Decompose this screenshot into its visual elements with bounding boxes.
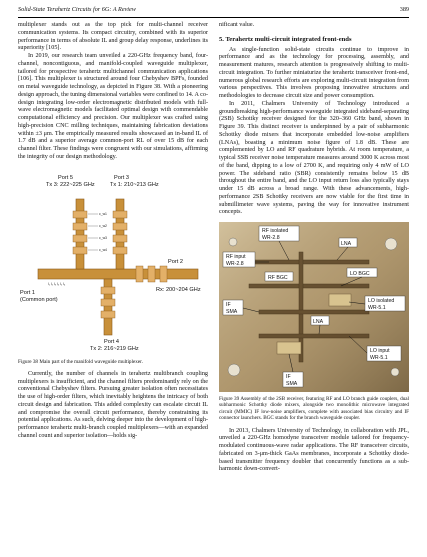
multiplexer-diagram [18, 165, 208, 355]
svg-text:c_w3: c_w3 [99, 235, 107, 240]
branch-port-5 [76, 199, 84, 269]
left-paragraph-1: multiplexer stands out as the top pick for multi-channel receiver communication systems. Its compact circuitry, combined with its superior performance in terms of absolute IL and group delay response, underlines its superiority [105]. [18, 22, 208, 52]
svg-text:c_w2: c_w2 [99, 223, 107, 228]
figure-39-caption: Figure 39 Assembly of the 2SB receiver, featuring RF and LO branch guide couplers, dual subharmonic Schottky diode mixers, alongside two monolithic microwave integrated circuit (MMIC) IF low-noise amplifiers, complete with associated bias circuitry and IF connector launchers. BGC stands for the branch waveguide coupler. [219, 396, 409, 422]
lo-input-wr: WR-5.1 [370, 355, 388, 361]
branch-port-3 [116, 199, 124, 269]
if-sma-right-label: IF [286, 374, 291, 380]
port1-label: Port 1 [20, 289, 35, 296]
if-sma-right-sub: SMA [286, 381, 298, 387]
right-paragraph-1: nificant value. [219, 22, 255, 28]
receiver-photo [219, 222, 409, 392]
lo-input-label: LO input [370, 348, 390, 354]
left-column [18, 22, 208, 441]
if-sma-left-label: IF [226, 302, 231, 308]
port2-label: Port 2 [168, 258, 183, 265]
running-header [18, 6, 409, 16]
rf-isolated-wr: WR-2.8 [262, 235, 280, 241]
lo-isolated-label: LO isolated [368, 298, 395, 304]
port4-label: Port 4 [104, 338, 119, 345]
right-paragraph-3: In 2011, Chalmers University of Technology introduced a groundbreaking high-performance waveguide integrated sideband-separating (2SB) Schottky receiver designed for the 320–360 GHz band, shown in Figure 39. This distinct receiver is underpinned by a pair of subharmonic Schottky diode mixers that incorporate embedded low-noise amplifiers (LNAs), boasting a minimum noise figure of 1.8 dB. These are complemented by LO and RF quadrature hybrids. At room temperature, a typical SSB receiver noise temperature measures around 3000 K across most of the band, dipping to a low of 2700 K, and requiring only 4 mW of LO power. The sideband ratio (SBR) consistently remains below 15 dB throughout the entire band, and the LO input return loss also typically stays under 15 dB across a broad range. With these advancements, high-performance 2SB Schottky receivers are now viable for the first time in submillimeter wave systems, paving the way for innovative instrument concepts. [219, 100, 409, 216]
port4-tx: Tx 2: 216~219 GHz [90, 345, 139, 352]
rf-input-label: RF input [226, 254, 246, 260]
header-rule [18, 17, 409, 18]
right-paragraph-2: As single-function solid-state circuits continue to improve in performance and as the technology for processing, assembly, and measurement matures, research attention is progressively shifting to multi-circuit integration. To further miniaturize the terahertz transceiver front-end, numerous global research efforts are exploring multi-circuit integration from various perspectives. This involves proposing innovative structures and methodologies to decrease circuit size and power consumption. [219, 46, 409, 99]
figure-38-caption: Figure 38 Main part of the manifold waveguide multiplexer. [18, 358, 143, 365]
if-sma-left-sub: SMA [226, 309, 238, 315]
svg-text:c_w4: c_w4 [99, 247, 107, 252]
rf-bgc-label: RF BGC [268, 275, 288, 281]
lna-top-label: LNA [341, 241, 352, 247]
svg-text:c_w1: c_w1 [99, 211, 107, 216]
rf-isolated-label: RF isolated [262, 228, 289, 234]
port3-label: Port 3 [114, 174, 129, 181]
lo-bgc-label: LO BGC [350, 271, 370, 277]
port3-tx: Tx 1: 210~213 GHz [110, 181, 159, 188]
page-number: 389 [399, 6, 409, 13]
figure-39 [219, 222, 409, 392]
left-paragraph-3: Currently, the number of channels in terahertz multibranch coupling multiplexers is insufficient, and the channel filters predominantly rely on the conventional Chebyshev filters. Pursuing greater isolation often necessitates the use of high-order filters, which inevitably heightens the intricacy of both circuit design and fabrication. This added complexity can escalate circuit IL and compromise the overall circuit performance, thereby constraining its potential applications. As such, delving deeper into the development of high-performance terahertz multi-branch coupled multiplexers—with an expanded channel count and superior isolation—holds sig- [18, 370, 208, 439]
rf-input-wr: WR-2.8 [226, 261, 244, 267]
port2-rx: Rx: 200~204 GHz [156, 286, 201, 293]
manifold-waveguide [38, 269, 198, 279]
right-column [219, 22, 409, 474]
section-heading: 5. Terahertz multi-circuit integrated front-ends [219, 35, 352, 43]
svg-text:l₁ l₂ l₃ l₄ l₅ l₆: l₁ l₂ l₃ l₄ l₅ l₆ [48, 281, 66, 286]
left-paragraph-2: In 2019, our research team unveiled a 220-GHz frequency band, four-channel, noncontiguous, and manifold-coupled waveguide multiplexer, tailored for prospective terahertz multichannel communication applications [106]. This multiplexer is structured around four Chebyshev BPFs, founded on metal waveguide technology, as depicted in Figure 38. With a pioneering design approach, the tuning dimensional variables were confined to 14. A co-design integrating low-order electromagnetic distributed models with full-wave electromagnetic models facilitated optimal design with commendable computational efficiency and precision. Our multiplexer was crafted using high-precision CNC milling techniques, maintaining fabrication deviations within ±3 μm. The empirically measured results showcased an in-band IL of 1.7 dB and a superior average common-port RL of over 15 dB for each channel filter. These findings were congruent with our simulations, affirming the integrity of our design methodology. [18, 53, 208, 160]
port5-tx: Tx 3: 222~225 GHz [46, 181, 95, 188]
lna-bottom-label: LNA [313, 319, 324, 325]
running-title: Solid-State Terahertz Circuits for 6G: A Review [18, 6, 136, 13]
right-paragraph-4: In 2013, Chalmers University of Technology, in collaboration with JPL, unveiled a 220-GHz homodyne transceiver module tailored for frequency-modulated continuous-wave radar applications. The RF transceiver circuits, fabricated on 3-μm-thick GaAs membranes, incorporate a Schottky diode-based transmitter frequency doubler that concurrently functions as a sub-harmonic down-convert- [219, 427, 409, 473]
port5-label: Port 5 [58, 174, 73, 181]
figure-38 [18, 165, 208, 355]
lo-isolated-wr: WR-5.1 [368, 305, 386, 311]
port1-sub: (Common port) [20, 296, 58, 303]
